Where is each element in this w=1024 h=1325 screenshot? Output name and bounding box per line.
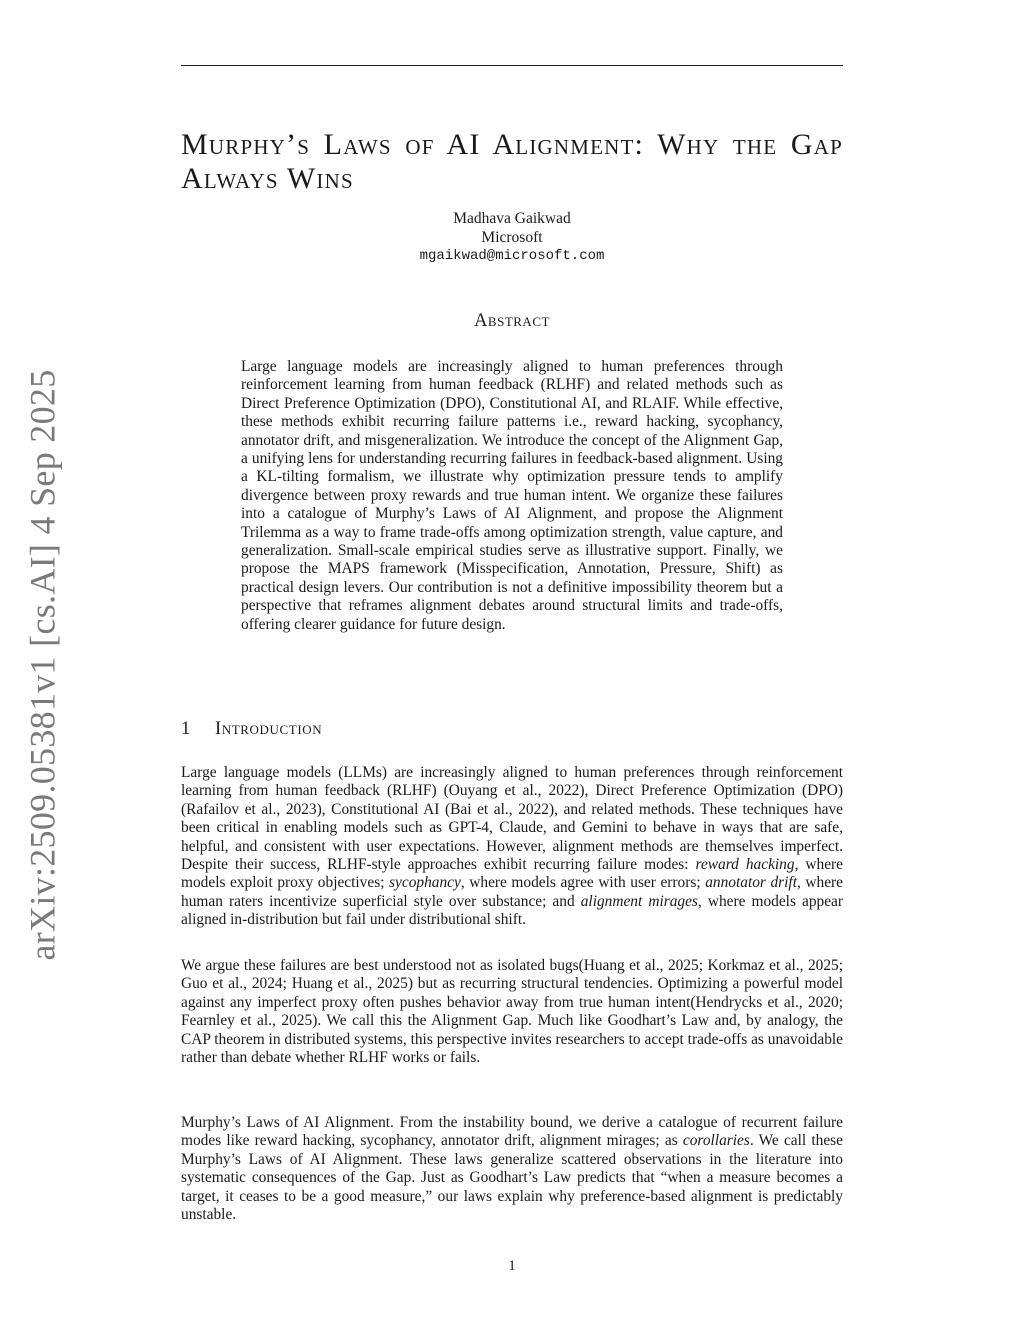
author-block [181,209,843,266]
arxiv-identifier-stamp [18,369,68,961]
intro-paragraph-2: We argue these failures are best understood not as isolated bugs(Huang et al., 2025; Korkmaz et al., 2025; Guo et al., 2024; Huang et al., 2025) but as recurring structural tendencies. Optimizing a powerful model against any imperfect proxy often pushes behavior away from true human intent(Hendrycks et al., 2020; Fearnley et al., 2025). We call this the Alignment Gap. Much like Goodhart’s Law and, by analogy, the CAP theorem in distributed systems, this perspective invites researchers to accept trade-offs as unavoidable rather than debate whether RLHF works or fails. [181,957,843,1067]
intro-paragraph-3 [181,1114,843,1224]
section-heading-introduction [181,719,322,740]
emphasis-annotator-drift: annotator drift [705,874,797,892]
abstract-heading: Abstract [474,311,550,331]
text-run: Large language models (LLMs) are increasingly aligned to human preferences through reinforcement learning from human feedback (RLHF) (Ouyang et al., 2022), Direct Preference Optimization (DPO) (Rafailov et al., 2023), Constitutional AI (Bai et al., 2022), and related methods. These techniques have been critical in enabling models such as GPT-4, Claude, and Gemini to behave in ways that are safe, helpful, and consistent with user expectations. However, alignment methods are themselves imperfect. Despite their success, RLHF-style approaches exhibit recurring failure modes: [181,764,843,874]
intro-paragraph-1 [181,764,843,930]
text-run: From the instability bound, we derive a catalogue of recurrent failure modes like reward hacking, sycophancy, annotator drift, alignment mirages; as [181,1114,843,1150]
section-title: Introduction [215,719,323,739]
author-name: Madhava Gaikwad [453,210,571,227]
text-run: , where models exploit proxy objectives; [181,856,844,892]
emphasis-corollaries: corollaries [682,1132,750,1150]
abstract-body: Large language models are increasingly aligned to human preferences through reinforcement learning from human feedback (RLHF) and related methods such as Direct Preference Optimization (DPO), Constitutional AI, and RLAIF. While effective, these methods exhibit recurring failure patterns i.e., reward hacking, sycophancy, annotator drift, and misgeneralization. We introduce the concept of the Alignment Gap, a unifying lens for understanding recurring failures in feedback-based alignment. Using a KL-tilting formalism, we illustrate why optimization pressure tends to amplify divergence between proxy rewards and true human intent. We organize these failures into a catalogue of Murphy’s Laws of AI Alignment, and propose the Alignment Trilemma as a way to frame trade-offs among optimization strength, value capture, and generalization. Small-scale empirical studies serve as illustrative support. Finally, we propose the MAPS framework (Misspecification, Annotation, Pressure, Shift) as practical design levers. Our contribution is not a definitive impossibility theorem but a perspective that reframes alignment debates around structural limits and trade-offs, offering clearer guidance for future design. [241,358,783,633]
top-rule [181,65,843,66]
text-run: , where models agree with user errors; [460,874,706,892]
emphasis-sycophancy: sycophancy [389,874,461,892]
text-run: , where models appear aligned in-distribution but fail under distributional shift. [181,892,843,929]
paragraph-lead: Murphy’s Laws of AI Alignment. [181,1114,394,1131]
emphasis-alignment-mirages: alignment mirages [580,892,698,910]
paper-title: Murphy’s Laws of AI Alignment: Why the Gap Always Wins [181,128,843,195]
author-affiliation: Microsoft [481,229,543,246]
page-number: 1 [508,1258,516,1274]
author-email: mgaikwad@microsoft.com [419,248,605,264]
arxiv-identifier-text: arXiv:2509.05381v1 [cs.AI] 4 Sep 2025 [23,369,63,961]
text-run: , where human raters incentivize superficial style over substance; and [181,874,843,910]
emphasis-reward-hacking: reward hacking [695,856,795,874]
section-number: 1 [181,719,191,739]
text-run: . We call these Murphy’s Laws of AI Alignment. These laws generalize scattered observations in the literature into systematic consequences of the Gap. Just as Goodhart’s Law predicts that “when a measure becomes a target, it ceases to be a good measure,” our laws explain why preference-based alignment is predictably unstable. [181,1132,844,1224]
